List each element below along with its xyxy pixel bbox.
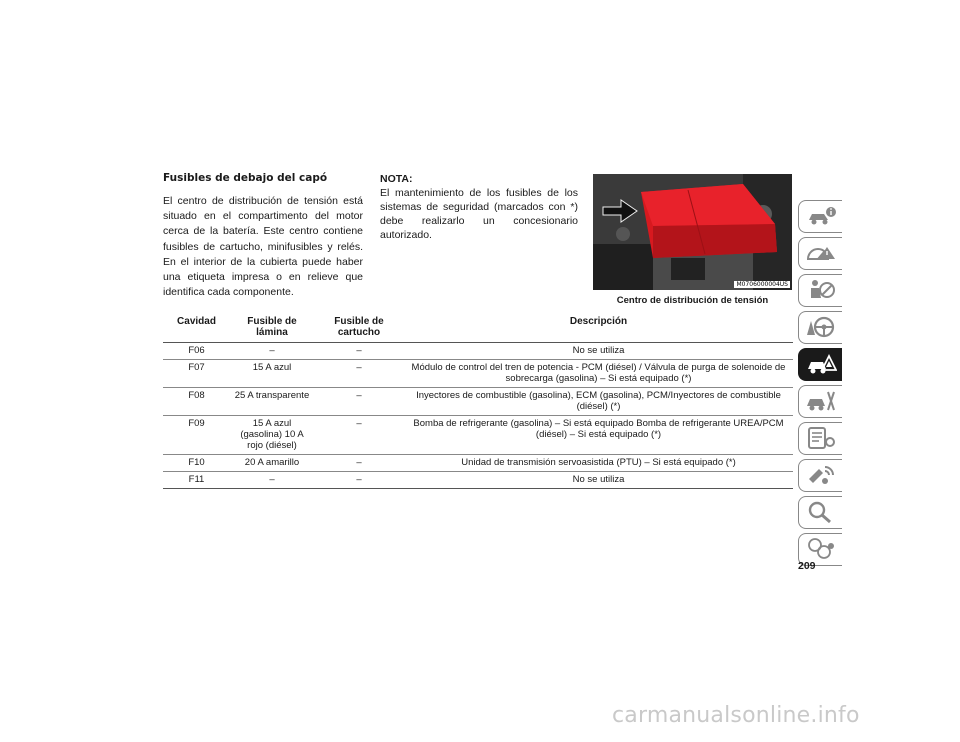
car-info-icon [805,204,837,228]
table-row [163,388,793,416]
figure-caption: Centro de distribución de tensión [616,295,769,306]
section-body: El centro de distribución de tensión está situado en el compartimento del motor cerca de la batería. Este centro contiene fusibles de cartucho, minifusibles y relés. En el interior de la cubierta puede haber una etiqueta impresa o en relieve que identifica cada componente. [163,195,363,299]
note-block [380,172,578,242]
cell-description: No se utiliza [404,343,793,360]
car-service-tools-icon [805,389,837,413]
tab-multimedia[interactable] [798,459,842,492]
cell-cartridge-fuse: – [314,360,404,388]
cell-blade-fuse: – [230,472,314,489]
tab-safety[interactable] [798,274,842,307]
table-row [163,472,793,489]
cell-blade-fuse: 20 A amarillo [230,455,314,472]
cell-cavity: F07 [163,360,230,388]
tab-driving[interactable] [798,311,842,344]
cell-description: Inyectores de combustible (gasolina), ECM (gasolina), PCM/Inyectores de combustible (diésel) (*) [404,388,793,416]
cell-description: Módulo de control del tren de potencia - PCM (diésel) / Válvula de purga de solenoide de sobrecarga (gasolina) – Si está equipado (*) [404,360,793,388]
engine-fuse-box-photo [593,174,792,290]
languages-icon [805,537,837,561]
cell-blade-fuse: 15 A azul (gasolina) 10 A rojo (diésel) [230,416,314,455]
tab-index[interactable] [798,496,842,529]
cell-blade-fuse: 25 A transparente [230,388,314,416]
note-title: NOTA: [380,173,413,185]
search-index-icon [805,500,837,524]
header-cavity: Cavidad [163,314,230,343]
cell-cavity: F08 [163,388,230,416]
tab-servicing[interactable] [798,385,842,418]
cell-description: Bomba de refrigerante (gasolina) – Si está equipado Bomba de refrigerante UREA/PCM (diésel) – Si está equipado (*) [404,416,793,455]
fuse-table [163,314,793,489]
cell-cavity: F11 [163,472,230,489]
header-description: Descripción [404,314,793,343]
table-row [163,343,793,360]
cell-cavity: F10 [163,455,230,472]
cell-cartridge-fuse: – [314,388,404,416]
section-title: Fusibles de debajo del capó [163,172,328,184]
table-row [163,455,793,472]
multimedia-icon [805,463,837,487]
note-text: El mantenimiento de los fusibles de los sistemas de seguridad (marcados con *) debe realizarlo un concesionario autorizado. [380,187,578,241]
figure-code: M0706000004US [736,281,788,288]
header-cartridge-fuse: Fusible de cartucho [314,314,404,343]
tab-dashboard[interactable] [798,237,842,270]
specifications-list-icon [805,426,837,450]
cell-cartridge-fuse: – [314,343,404,360]
cell-blade-fuse: – [230,343,314,360]
engine-photo-illustration [593,174,792,290]
chapter-tabs [798,200,842,570]
tab-car-info[interactable] [798,200,842,233]
cell-cavity: F09 [163,416,230,455]
cell-cartridge-fuse: – [314,455,404,472]
tab-specifications[interactable] [798,422,842,455]
table-row [163,360,793,388]
safety-airbag-icon [805,278,837,302]
cell-blade-fuse: 15 A azul [230,360,314,388]
watermark: carmanualsonline.info [612,703,860,728]
cell-cartridge-fuse: – [314,416,404,455]
header-blade-fuse: Fusible de lámina [230,314,314,343]
steering-wheel-icon [805,315,837,339]
tab-emergency[interactable] [798,348,842,381]
page-number: 209 [798,560,816,572]
dashboard-warning-icon [805,241,837,265]
emergency-hazard-icon [805,352,837,376]
cell-description: Unidad de transmisión servoasistida (PTU) – Si está equipado (*) [404,455,793,472]
table-header-row [163,314,793,343]
cell-cartridge-fuse: – [314,472,404,489]
table-row [163,416,793,455]
cell-description: No se utiliza [404,472,793,489]
cell-cavity: F06 [163,343,230,360]
